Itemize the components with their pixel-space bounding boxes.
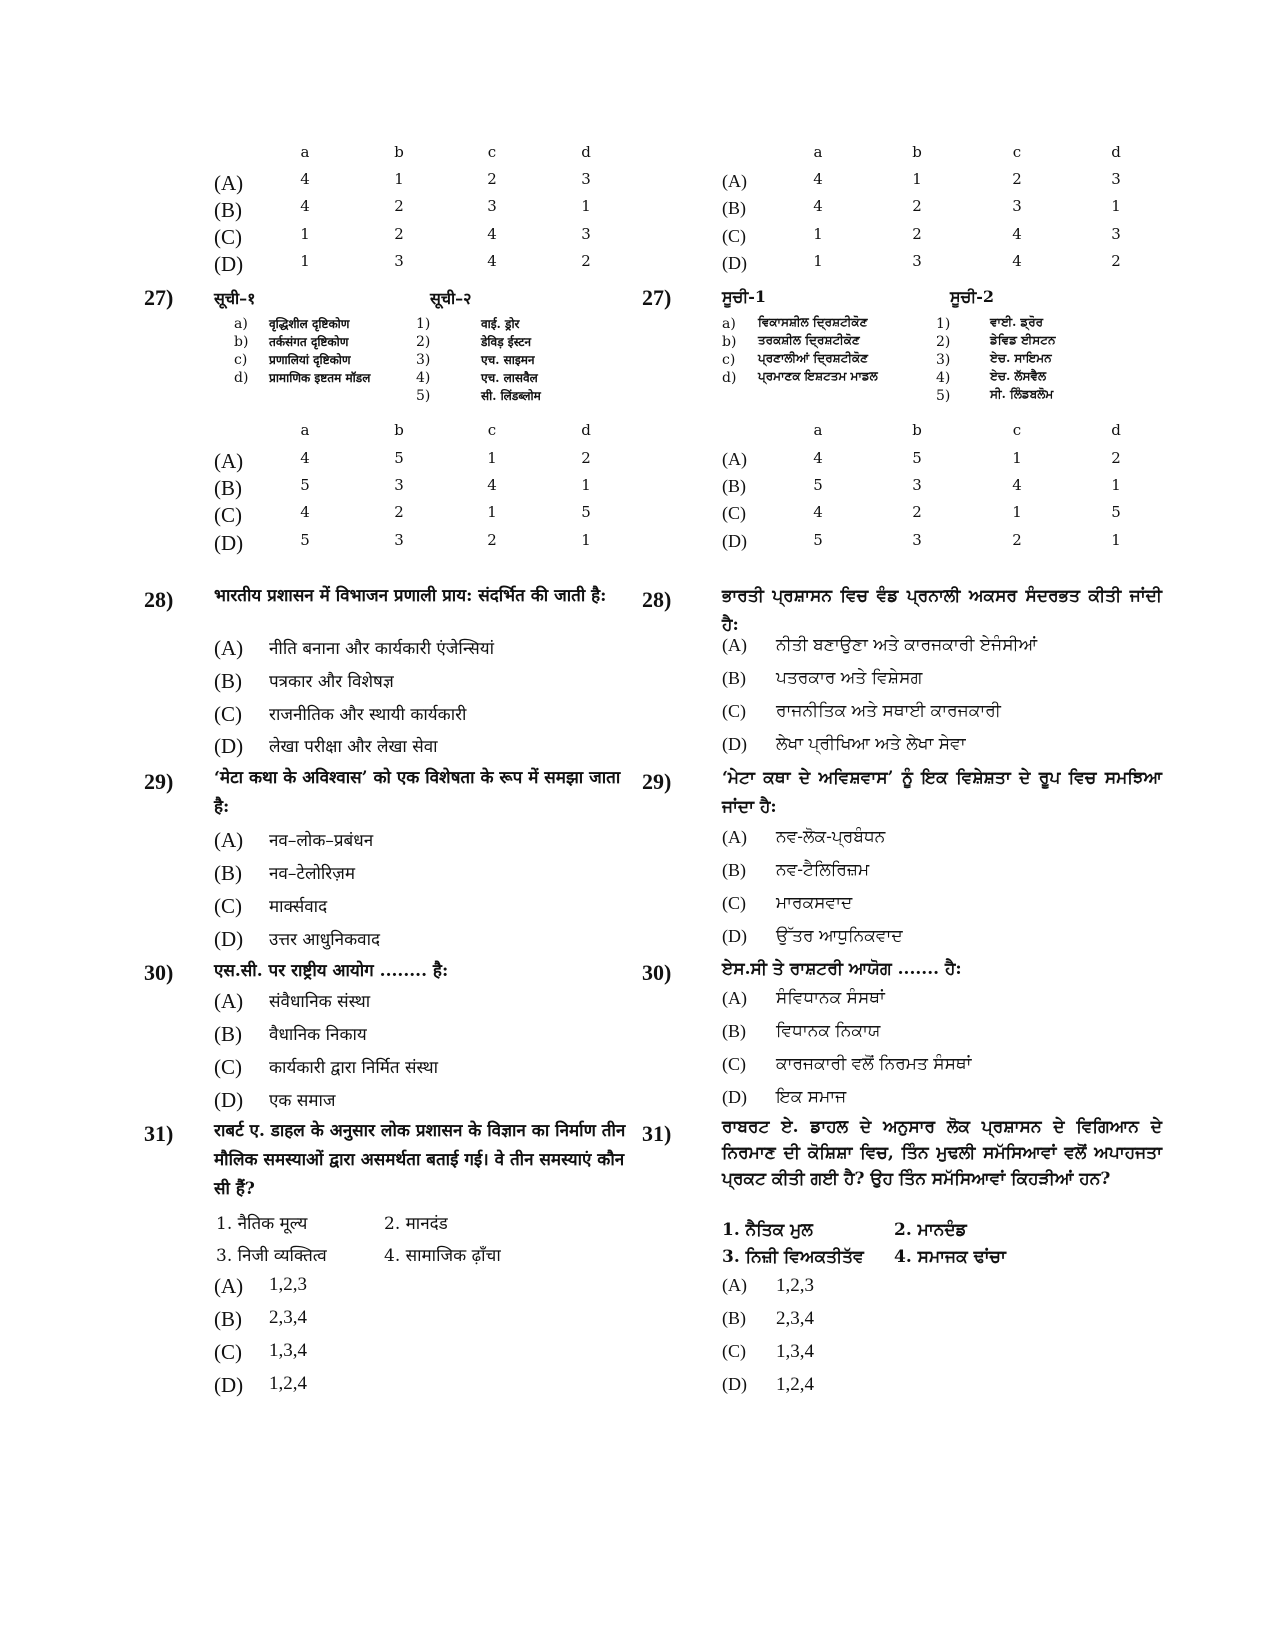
option-text: 2,3,4 xyxy=(776,1308,814,1329)
question-number: 29) xyxy=(144,769,174,794)
option-label: (B) xyxy=(214,669,242,693)
table-cell: 2 xyxy=(1111,449,1121,467)
table-cell: 4 xyxy=(300,503,310,521)
table-cell: 1 xyxy=(1012,503,1022,521)
table-cell: 2 xyxy=(394,197,404,215)
list-item: ਏਚ. ਸਾਇਮਨ xyxy=(990,351,1052,365)
list-item: ਵਿਕਾਸਸ਼ੀਲ ਦ੍ਰਿਸ਼ਟੀਕੋਣ xyxy=(758,315,868,329)
list-key: 1) xyxy=(416,316,431,332)
list-item: ਸੀ. ਲਿੰਡਬਲੋਮ xyxy=(990,387,1054,401)
col-header: a xyxy=(300,421,310,439)
option-label: (B) xyxy=(722,1021,746,1041)
list-item: एच. लासवैल xyxy=(481,371,538,385)
col-header: b xyxy=(394,143,404,161)
question-number: 30) xyxy=(642,960,672,985)
option-label: (B) xyxy=(722,1308,746,1328)
option-text: वैधानिक निकाय xyxy=(269,1025,367,1045)
table-cell: 2 xyxy=(581,252,591,270)
option-text: कार्यकारी द्वारा निर्मित संस्था xyxy=(269,1058,439,1078)
list-item: ਪ੍ਰਣਾਲੀਆਂ ਦ੍ਰਿਸ਼ਟੀਕੋਣ xyxy=(758,351,868,365)
option-label: (D) xyxy=(214,531,244,555)
table-cell: 2 xyxy=(912,225,922,243)
table-cell: 4 xyxy=(300,197,310,215)
list-key: c) xyxy=(722,352,736,368)
table-cell: 3 xyxy=(394,476,404,494)
option-label: (A) xyxy=(722,827,747,847)
list-key: b) xyxy=(234,334,249,350)
list-item: ਏਚ. ਲੱਸਵੈਲ xyxy=(990,369,1047,383)
option-text: ਰਾਜਨੀਤਿਕ ਅਤੇ ਸਥਾਈ ਕਾਰਜਕਾਰੀ xyxy=(776,701,1001,721)
list-key: d) xyxy=(722,370,737,386)
question-number: 27) xyxy=(144,285,174,310)
option-text: राजनीतिक और स्थायी कार्यकारी xyxy=(269,705,467,725)
option-label: (C) xyxy=(214,1340,242,1364)
question-text: राबर्ट ए. डाहल के अनुसार लोक प्रशासन के विज्ञान का निर्माण तीन मौलिक समस्याओं द्वारा असमर्थता बताई गई। वे तीन समस्याएं कौन सी हैं? xyxy=(214,1121,626,1199)
list1-title: ਸੂਚੀ-1 xyxy=(722,287,767,306)
option-label: (D) xyxy=(722,734,747,754)
col-header: c xyxy=(487,143,497,161)
col-header: c xyxy=(1012,421,1022,439)
option-text: ਮਾਰਕਸਵਾਦ xyxy=(776,893,853,913)
option-text: ਵਿਧਾਨਕ ਨਿਕਾਯ xyxy=(776,1021,881,1041)
list-item: वाई. ड्रोर xyxy=(481,317,520,331)
table-cell: 3 xyxy=(581,225,591,243)
table-cell: 2 xyxy=(487,170,497,188)
table-cell: 4 xyxy=(1012,476,1022,494)
table-cell: 2 xyxy=(1012,170,1022,188)
option-text: मार्क्सवाद xyxy=(269,897,328,917)
option-label: (A) xyxy=(722,171,747,191)
question-number: 31) xyxy=(642,1121,672,1146)
table-cell: 4 xyxy=(813,449,823,467)
sub-item: 1. ਨੈਤਿਕ ਮੁਲ xyxy=(722,1220,813,1240)
question-number: 30) xyxy=(144,960,174,985)
col-header: b xyxy=(912,143,922,161)
list-key: 5) xyxy=(416,388,431,404)
question-text: ਰਾਬਰਟ ਏ. ਡਾਹਲ ਦੇ ਅਨੁਸਾਰ ਲੋਕ ਪ੍ਰਸ਼ਾਸਨ ਦੇ ਵਿਗਿਆਨ ਦੇ ਨਿਰਮਾਣ ਦੀ ਕੋਸ਼ਿਸ਼ਾ ਵਿਚ, ਤਿੰਨ ਮੁਢਲੀ ਸਮੱਸਿਆਵਾਂ ਵਲੋਂ ਅਪਾਹਜਤਾ ਪ੍ਰਕਟ ਕੀਤੀ ਗਈ ਹੈ? ਉਹ ਤਿੰਨ ਸਮੱਸਿਆਵਾਂ ਕਿਹੜੀਆਂ ਹਨ? xyxy=(722,1117,1162,1189)
option-label: (A) xyxy=(214,828,244,852)
option-label: (B) xyxy=(214,1307,242,1331)
table-cell: 4 xyxy=(487,225,497,243)
option-text: ਕਾਰਜਕਾਰੀ ਵਲੋਂ ਨਿਰਮਤ ਸੰਸਥਾਂ xyxy=(776,1054,972,1074)
option-label: (A) xyxy=(214,989,244,1013)
table-cell: 4 xyxy=(813,170,823,188)
list-key: 3) xyxy=(936,352,951,368)
table-cell: 1 xyxy=(581,531,591,549)
list-item: सी. लिंडब्लोम xyxy=(481,389,541,403)
option-label: (A) xyxy=(722,635,747,655)
option-text: पत्रकार और विशेषज्ञ xyxy=(269,672,394,692)
list-item: प्रणालियां दृष्टिकोण xyxy=(269,353,351,367)
table-cell: 4 xyxy=(487,476,497,494)
option-text: ਨਵ-ਟੈਲਿਰਿਜ਼ਮ xyxy=(776,860,870,880)
option-text: 1,2,4 xyxy=(776,1374,814,1395)
list-item: ਡੇਵਿਡ ਈਸਟਨ xyxy=(990,333,1056,347)
table-cell: 4 xyxy=(300,449,310,467)
table-cell: 5 xyxy=(1111,503,1121,521)
table-cell: 4 xyxy=(813,197,823,215)
option-text: नव–टेलोरिज़म xyxy=(269,864,356,884)
table-cell: 5 xyxy=(813,476,823,494)
option-label: (B) xyxy=(722,668,746,688)
list-key: a) xyxy=(234,316,248,332)
table-cell: 1 xyxy=(581,197,591,215)
list-key: c) xyxy=(234,352,248,368)
table-cell: 1 xyxy=(487,449,497,467)
table-cell: 4 xyxy=(813,503,823,521)
question-text: ਏਸ.ਸੀ ਤੇ ਰਾਸ਼ਟਰੀ ਆਯੋਗ ....... ਹੈ: xyxy=(722,959,962,979)
sub-item: 4. ਸਮਾਜਕ ਢਾਂਚਾ xyxy=(894,1247,1006,1267)
table-cell: 1 xyxy=(1111,531,1121,549)
option-label: (B) xyxy=(214,198,242,222)
list-item: तर्कसंगत दृष्टिकोण xyxy=(269,335,349,349)
col-header: a xyxy=(813,421,823,439)
table-cell: 1 xyxy=(300,252,310,270)
table-cell: 3 xyxy=(912,531,922,549)
question-number: 28) xyxy=(642,587,672,612)
col-header: a xyxy=(300,143,310,161)
table-cell: 4 xyxy=(1012,225,1022,243)
option-label: (C) xyxy=(722,503,746,523)
table-cell: 1 xyxy=(1012,449,1022,467)
table-cell: 5 xyxy=(912,449,922,467)
option-label: (D) xyxy=(722,1087,747,1107)
table-cell: 3 xyxy=(912,252,922,270)
list-key: a) xyxy=(722,316,736,332)
option-label: (A) xyxy=(722,988,747,1008)
list2-title: सूची–२ xyxy=(430,289,472,308)
table-cell: 1 xyxy=(394,170,404,188)
option-label: (D) xyxy=(722,531,747,551)
question-number: 27) xyxy=(642,285,672,310)
option-label: (C) xyxy=(722,1054,746,1074)
option-text: नीति बनाना और कार्यकारी एंजेन्सियां xyxy=(269,639,495,659)
list-key: 4) xyxy=(416,370,431,386)
list-item: ਪ੍ਰਮਾਣਕ ਇਸ਼ਟਤਮ ਮਾਡਲ xyxy=(758,369,878,383)
option-label: (C) xyxy=(214,1055,242,1079)
table-cell: 3 xyxy=(1111,225,1121,243)
list-key: 4) xyxy=(936,370,951,386)
list-item: प्रामाणिक इष्टतम मॉडल xyxy=(269,371,371,385)
option-text: 1,2,3 xyxy=(776,1275,814,1296)
sub-item: 3. निजी व्यक्तित्व xyxy=(216,1246,327,1266)
table-cell: 3 xyxy=(487,197,497,215)
option-label: (C) xyxy=(722,226,746,246)
option-label: (B) xyxy=(214,1022,242,1046)
table-cell: 1 xyxy=(581,476,591,494)
option-label: (C) xyxy=(214,225,242,249)
list-key: 1) xyxy=(936,316,951,332)
col-header: c xyxy=(1012,143,1022,161)
option-label: (A) xyxy=(214,636,244,660)
option-label: (D) xyxy=(722,1374,747,1394)
table-cell: 2 xyxy=(912,197,922,215)
option-text: उत्तर आधुनिकवाद xyxy=(269,930,381,950)
question-text: ‘मेटा कथा के अविश्वास’ को एक विशेषता के रूप में समझा जाता है: xyxy=(214,768,621,817)
option-text: ਇਕ ਸਮਾਜ xyxy=(776,1087,847,1107)
option-text: ਉੱਤਰ ਆਧੁਨਿਕਵਾਦ xyxy=(776,926,903,946)
option-label: (D) xyxy=(214,927,244,951)
table-cell: 3 xyxy=(912,476,922,494)
question-text: ਭਾਰਤੀ ਪ੍ਰਸ਼ਾਸਨ ਵਿਚ ਵੰਡ ਪ੍ਰਨਾਲੀ ਅਕਸਰ ਸੰਦਰਭਤ ਕੀਤੀ ਜਾਂਦੀ ਹੈ: xyxy=(722,586,1162,635)
option-label: (C) xyxy=(722,893,746,913)
option-label: (A) xyxy=(214,449,244,473)
list-item: डेविड़ ईस्टन xyxy=(481,335,532,349)
table-cell: 5 xyxy=(300,476,310,494)
option-label: (B) xyxy=(214,861,242,885)
option-label: (B) xyxy=(722,198,746,218)
option-label: (C) xyxy=(722,1341,746,1361)
table-cell: 2 xyxy=(912,503,922,521)
option-label: (A) xyxy=(722,1275,747,1295)
col-header: b xyxy=(394,421,404,439)
table-cell: 4 xyxy=(300,170,310,188)
table-cell: 3 xyxy=(1111,170,1121,188)
option-label: (A) xyxy=(214,1274,244,1298)
option-label: (C) xyxy=(722,701,746,721)
option-text: ਨਵ-ਲੋਕ-ਪ੍ਰਬੰਧਨ xyxy=(776,827,886,847)
option-label: (D) xyxy=(722,253,747,273)
table-cell: 2 xyxy=(1012,531,1022,549)
option-text: 1,2,4 xyxy=(269,1373,307,1394)
table-cell: 5 xyxy=(813,531,823,549)
question-number: 31) xyxy=(144,1121,174,1146)
option-text: ਪਤਰਕਾਰ ਅਤੇ ਵਿਸ਼ੇਸਗ xyxy=(776,668,923,688)
list-key: 3) xyxy=(416,352,431,368)
question-text: ‘ਮੇਟਾ ਕਥਾ ਦੇ ਅਵਿਸ਼ਵਾਸ’ ਨੂੰ ਇਕ ਵਿਸ਼ੇਸ਼ਤਾ ਦੇ ਰੂਪ ਵਿਚ ਸਮਝਿਆ ਜਾਂਦਾ ਹੈ: xyxy=(722,768,1162,817)
table-cell: 4 xyxy=(1012,252,1022,270)
col-header: d xyxy=(581,421,591,439)
table-cell: 5 xyxy=(300,531,310,549)
option-text: 1,2,3 xyxy=(269,1274,307,1295)
option-label: (D) xyxy=(722,926,747,946)
option-label: (D) xyxy=(214,252,244,276)
option-label: (A) xyxy=(722,449,747,469)
col-header: b xyxy=(912,421,922,439)
col-header: a xyxy=(813,143,823,161)
col-header: d xyxy=(1111,421,1121,439)
option-text: ਨੀਤੀ ਬਣਾਉਣਾ ਅਤੇ ਕਾਰਜਕਾਰੀ ਏਜੰਸੀਆਂ xyxy=(776,635,1038,655)
list-item: ਤਰਕਸ਼ੀਲ ਦ੍ਰਿਸ਼ਟੀਕੋਣ xyxy=(758,333,860,347)
option-text: 1,3,4 xyxy=(269,1340,307,1361)
col-header: d xyxy=(1111,143,1121,161)
option-text: 2,3,4 xyxy=(269,1307,307,1328)
table-cell: 2 xyxy=(581,449,591,467)
sub-item: 2. मानदंड xyxy=(384,1214,448,1234)
sub-item: 1. नैतिक मूल्य xyxy=(216,1214,308,1234)
table-cell: 4 xyxy=(487,252,497,270)
question-number: 29) xyxy=(642,769,672,794)
option-text: एक समाज xyxy=(269,1091,336,1111)
question-text: एस.सी. पर राष्ट्रीय आयोग ........ है: xyxy=(214,961,449,981)
table-cell: 1 xyxy=(1111,476,1121,494)
table-cell: 3 xyxy=(394,531,404,549)
table-cell: 1 xyxy=(487,503,497,521)
sub-item: 2. ਮਾਨਦੰਡ xyxy=(894,1220,967,1240)
list-key: d) xyxy=(234,370,249,386)
sub-item: 3. ਨਿਜ਼ੀ ਵਿਅਕਤੀਤੱਵ xyxy=(722,1247,864,1267)
list-key: 2) xyxy=(936,334,951,350)
question-text: भारतीय प्रशासन में विभाजन प्रणाली प्राय: संदर्भित की जाती है: xyxy=(214,586,607,606)
option-text: लेखा परीक्षा और लेखा सेवा xyxy=(269,737,438,757)
option-label: (B) xyxy=(722,476,746,496)
table-cell: 2 xyxy=(394,225,404,243)
option-text: नव–लोक–प्रबंधन xyxy=(269,831,374,851)
list-item: ਵਾਈ. ਡ੍ਰੋਰ xyxy=(990,315,1044,329)
table-cell: 3 xyxy=(394,252,404,270)
table-cell: 5 xyxy=(394,449,404,467)
table-cell: 1 xyxy=(300,225,310,243)
table-cell: 1 xyxy=(1111,197,1121,215)
sub-item: 4. सामाजिक ढ़ाँचा xyxy=(384,1246,501,1266)
table-cell: 3 xyxy=(581,170,591,188)
option-label: (D) xyxy=(214,734,244,758)
option-label: (A) xyxy=(214,171,244,195)
list-item: वृद्धिशील दृष्टिकोण xyxy=(269,317,350,331)
table-cell: 2 xyxy=(1111,252,1121,270)
table-cell: 1 xyxy=(813,225,823,243)
question-number: 28) xyxy=(144,587,174,612)
option-label: (B) xyxy=(214,476,242,500)
list-key: 2) xyxy=(416,334,431,350)
option-label: (D) xyxy=(214,1373,244,1397)
table-cell: 1 xyxy=(813,252,823,270)
option-text: संवैधानिक संस्था xyxy=(269,992,371,1012)
option-label: (C) xyxy=(214,503,242,527)
table-cell: 3 xyxy=(1012,197,1022,215)
table-cell: 5 xyxy=(581,503,591,521)
list-key: 5) xyxy=(936,388,951,404)
option-label: (B) xyxy=(722,860,746,880)
list-key: b) xyxy=(722,334,737,350)
option-label: (C) xyxy=(214,894,242,918)
list-item: एच. साइमन xyxy=(481,353,535,367)
option-text: 1,3,4 xyxy=(776,1341,814,1362)
option-label: (C) xyxy=(214,702,242,726)
table-cell: 2 xyxy=(487,531,497,549)
list2-title: ਸੂਚੀ-2 xyxy=(950,287,995,306)
table-cell: 2 xyxy=(394,503,404,521)
table-cell: 1 xyxy=(912,170,922,188)
option-label: (D) xyxy=(214,1088,244,1112)
col-header: d xyxy=(581,143,591,161)
col-header: c xyxy=(487,421,497,439)
list1-title: सूची–१ xyxy=(214,289,256,308)
option-text: ਲੇਖਾ ਪ੍ਰੀਖਿਆ ਅਤੇ ਲੇਖਾ ਸੇਵਾ xyxy=(776,734,966,754)
option-text: ਸੰਵਿਧਾਨਕ ਸੰਸਥਾਂ xyxy=(776,988,885,1008)
